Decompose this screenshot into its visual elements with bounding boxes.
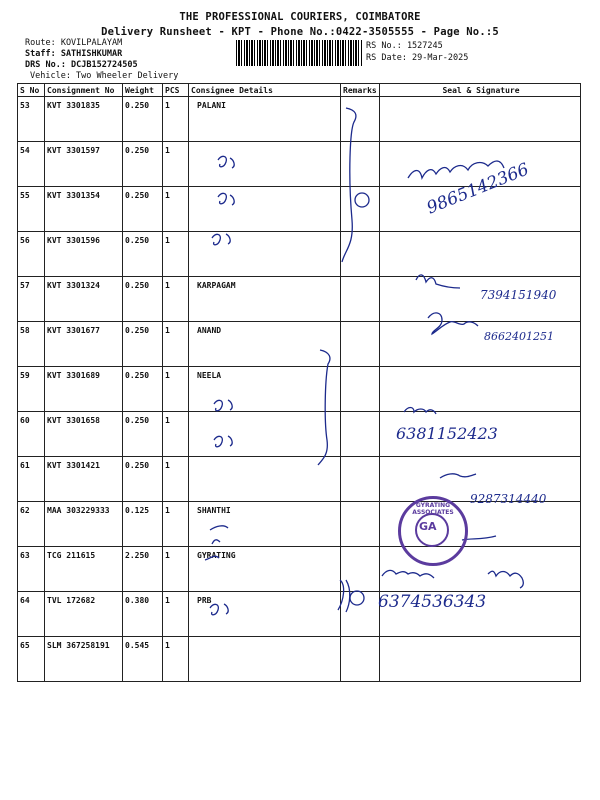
pcs-cell: 1 [163, 637, 189, 682]
consignment-cell: KVT 3301689 [45, 367, 123, 412]
handwritten-phone-63: 9287314440 [470, 492, 547, 506]
signature-stroke [488, 571, 523, 588]
consignment-cell: KVT 3301597 [45, 142, 123, 187]
handwritten-phone-57: 7394151940 [480, 288, 557, 302]
col-consignee: Consignee Details [189, 84, 341, 97]
remarks-bracket-mark [338, 580, 350, 612]
weight-cell: 0.380 [123, 592, 163, 637]
rs-date-field: RS Date: 29-Mar-2025 [366, 53, 469, 63]
signature-stroke [440, 474, 476, 478]
consignee-scribble [214, 436, 232, 447]
consignee-scribble [210, 604, 228, 615]
consignee-cell: NEELA [189, 367, 341, 412]
vehicle-field: Vehicle: Two Wheeler Delivery [30, 71, 179, 81]
weight-cell: 0.125 [123, 502, 163, 547]
sno-cell: 53 [18, 97, 45, 142]
pcs-cell: 1 [163, 322, 189, 367]
consignment-cell: TVL 172682 [45, 592, 123, 637]
weight-cell: 0.545 [123, 637, 163, 682]
company-seal-stamp [398, 496, 468, 566]
remarks-circle-mark [355, 193, 369, 207]
handwritten-phone-65: 6374536343 [378, 592, 487, 612]
col-pcs: PCS [163, 84, 189, 97]
sno-cell: 61 [18, 457, 45, 502]
weight-cell: 0.250 [123, 277, 163, 322]
sno-cell: 55 [18, 187, 45, 232]
consignee-scribble [214, 400, 232, 411]
weight-cell: 0.250 [123, 97, 163, 142]
handwritten-phone-58: 8662401251 [484, 330, 554, 343]
staff-field: Staff: SATHISHKUMAR [25, 49, 123, 59]
weight-cell: 0.250 [123, 457, 163, 502]
remarks-circle-mark [350, 591, 364, 605]
sno-cell: 56 [18, 232, 45, 277]
rs-no-field: RS No.: 1527245 [366, 41, 443, 51]
consignee-scribble [210, 526, 228, 544]
signature-stroke [404, 408, 436, 415]
handwritten-phone-61: 6381152423 [396, 424, 498, 443]
weight-cell: 0.250 [123, 232, 163, 277]
pcs-cell: 1 [163, 502, 189, 547]
col-remarks: Remarks [341, 84, 380, 97]
pcs-cell: 1 [163, 412, 189, 457]
consignee-cell: SHANTHI [189, 502, 341, 547]
col-sno: S No [18, 84, 45, 97]
pcs-cell: 1 [163, 232, 189, 277]
remarks-bracket-mark [342, 108, 356, 262]
weight-cell: 0.250 [123, 322, 163, 367]
sno-cell: 63 [18, 547, 45, 592]
consignee-cell: PRB [189, 592, 341, 637]
consignment-cell: KVT 3301658 [45, 412, 123, 457]
consignment-cell: KVT 3301835 [45, 97, 123, 142]
pcs-cell: 1 [163, 142, 189, 187]
signature-stroke [416, 275, 460, 288]
consignment-cell: SLM 367258191 [45, 637, 123, 682]
weight-cell: 0.250 [123, 412, 163, 457]
drs-field: DRS No.: DCJB152724505 [25, 60, 138, 70]
weight-cell: 0.250 [123, 187, 163, 232]
pcs-cell: 1 [163, 367, 189, 412]
sno-cell: 65 [18, 637, 45, 682]
sno-cell: 57 [18, 277, 45, 322]
consignment-cell: TCG 211615 [45, 547, 123, 592]
consignment-cell: KVT 3301421 [45, 457, 123, 502]
pcs-cell: 1 [163, 187, 189, 232]
col-weight: Weight [123, 84, 163, 97]
pcs-cell: 1 [163, 97, 189, 142]
consignment-cell: KVT 3301354 [45, 187, 123, 232]
pcs-cell: 1 [163, 592, 189, 637]
consignee-scribble [218, 156, 234, 168]
remarks-bracket-mark [318, 350, 330, 465]
sno-cell: 59 [18, 367, 45, 412]
consignee-cell: ANAND [189, 322, 341, 367]
handwritten-phone-55: 9865142366 [424, 159, 532, 219]
stamp-initials: GA [419, 520, 437, 533]
col-consignment: Consignment No [45, 84, 123, 97]
consignee-scribble [218, 193, 234, 205]
consignee-scribble [205, 556, 219, 560]
document-title: THE PROFESSIONAL COURIERS, COIMBATORE [179, 11, 421, 23]
sno-cell: 64 [18, 592, 45, 637]
col-seal: Seal & Signature [380, 84, 581, 97]
consignee-cell: PALANI [189, 97, 341, 142]
pcs-cell: 1 [163, 457, 189, 502]
signature-stroke [382, 570, 434, 578]
consignment-cell: KVT 3301324 [45, 277, 123, 322]
sno-cell: 58 [18, 322, 45, 367]
consignment-cell: KVT 3301596 [45, 232, 123, 277]
consignee-cell: KARPAGAM [189, 277, 341, 322]
pcs-cell: 1 [163, 547, 189, 592]
sno-cell: 54 [18, 142, 45, 187]
sno-cell: 60 [18, 412, 45, 457]
weight-cell: 0.250 [123, 367, 163, 412]
consignee-cell: GYRATING [189, 547, 341, 592]
route-field: Route: KOVILPALAYAM [25, 38, 123, 48]
signature-stroke [428, 313, 478, 334]
document-subtitle: Delivery Runsheet - KPT - Phone No.:0422-3505555 - Page No.:5 [101, 26, 499, 38]
weight-cell: 2.250 [123, 547, 163, 592]
consignment-cell: MAA 303229333 [45, 502, 123, 547]
consignment-cell: KVT 3301677 [45, 322, 123, 367]
weight-cell: 0.250 [123, 142, 163, 187]
pcs-cell: 1 [163, 277, 189, 322]
consignee-scribble [212, 234, 230, 245]
stamp-outer-text: GYRATING ASSOCIATES [412, 502, 454, 516]
sno-cell: 62 [18, 502, 45, 547]
